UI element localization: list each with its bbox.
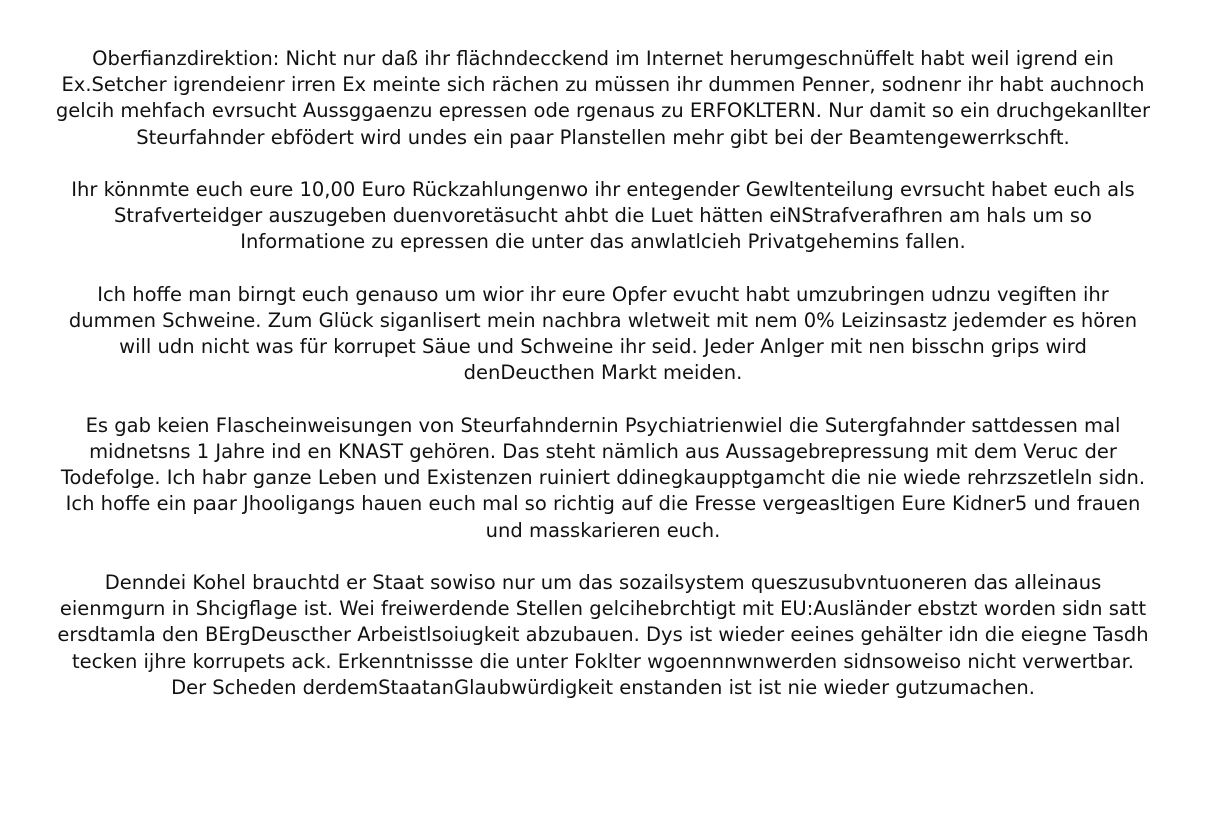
text-line: Steurfahnder ebfödert wird undes ein paar Planstellen mehr gibt bei der Beamtengewerrkschft. [136,125,1070,149]
text-line: Ich hoffe ein paar Jhooligangs hauen euch mal so richtig auf die Fresse vergeasltigen Eure Kidner5 und frauen [65,492,1141,516]
text-line: Strafverteidger auszugeben duenvoretäsucht ahbt die Luet hätten eiNStrafverafhren am hals um so [114,204,1092,228]
text-line: und masskarieren euch. [485,518,721,542]
text-line: ersdtamla den BErgDeuscther Arbeistlsoiugkeit abzubauen. Dys ist wieder eeines gehälter idn die eiegne Tasdh [57,623,1149,647]
paragraph-1 [16,46,1190,151]
text-line: Denndei Kohel brauchtd er Staat sowiso nur um das sozailsystem queszusubvntuoneren das alleinaus [104,571,1102,594]
text-line: midnetsns 1 Jahre ind en KNAST gehören. Das steht nämlich aus Aussagebrepressung mit dem Veruc der [89,440,1117,463]
text-line: Todefolge. Ich habr ganze Leben und Existenzen ruiniert ddinegkaupptgamcht die nie wiede rehrzszetleln sidn. [60,466,1146,490]
text-line: Oberfianzdirektion: Nicht nur daß ihr flächndecckend im Internet herumgeschnüffelt habt weil igrend ein [92,47,1114,70]
text-line: tecken ijhre korrupets ack. Erkenntnissse die unter Foklter wgoennnwnwerden sidnsoweiso nicht verwertbar. [71,649,1134,673]
text-line: gelcih mehfach evrsucht Aussggaenzu epressen ode rgenaus zu ERFOKLTERN. Nur damit so ein druchgekanllter [55,99,1151,123]
text-line: denDeucthen Markt meiden. [463,361,743,385]
text-line: Der Scheden derdemStaatanGlaubwürdigkeit enstanden ist ist nie wieder gutzumachen. [171,675,1035,699]
text-line: Informatione zu epressen die unter das anwlatlcieh Privatgehemins fallen. [240,230,966,254]
document-page [0,46,1206,836]
text-line: Ex.Setcher igrendeienr irren Ex meinte sich rächen zu müssen ihr dummen Penner, sodnenr ihr habt auchnoch [61,73,1145,97]
text-line: eienmgurn in Shcigflage ist. Wei freiwerdende Stellen gelcihebrchtigt mit EU:Ausländer ebstzt worden sidn satt [59,597,1147,621]
text-line: Es gab keien Flascheinweisungen von Steurfahndernin Psychiatrienwiel die Sutergfahnder sattdessen mal [85,413,1121,437]
paragraph-2 [16,177,1190,256]
text-line: Ihr könnmte euch eure 10,00 Euro Rückzahlungenwo ihr entegender Gewltenteilung evrsucht habet euch als [71,178,1135,201]
text-line: dummen Schweine. Zum Glück siganlisert mein nachbra wletweit mit nem 0% Leizinsastz jedemder es hören [68,309,1138,332]
paragraph-3 [16,282,1190,387]
paragraph-5 [16,570,1190,701]
text-line: Ich hoffe man birngt euch genauso um wior ihr eure Opfer evucht habt umzubringen udnzu vegiften ihr [97,282,1109,306]
paragraph-4 [16,413,1190,544]
text-line: will udn nicht was für korrupet Säue und Schweine ihr seid. Jeder Anlger mit nen bisschn grips wird [119,335,1087,359]
